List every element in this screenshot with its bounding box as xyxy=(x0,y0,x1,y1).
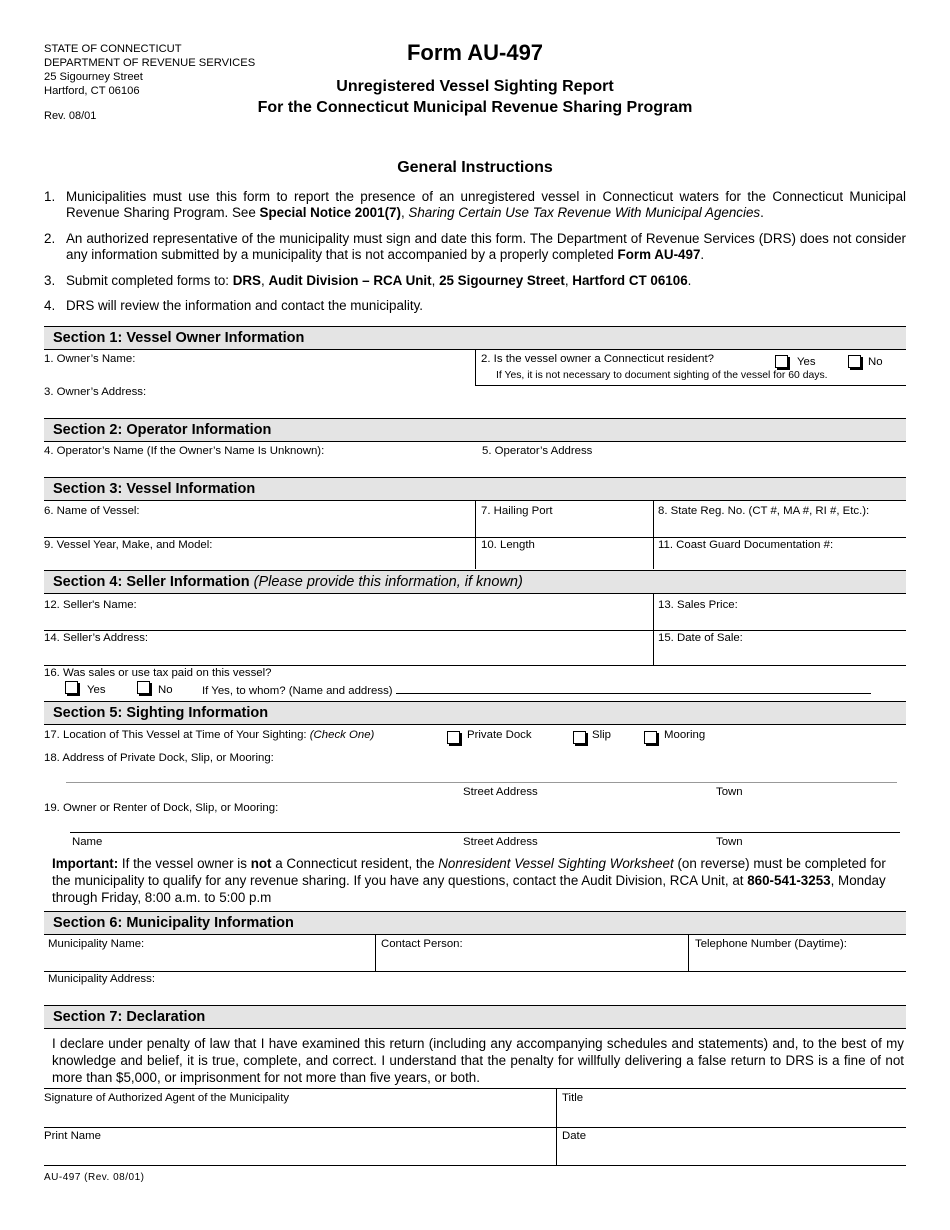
sales-price-field[interactable]: 13. Sales Price: xyxy=(658,599,738,611)
seller-address-field[interactable]: 14. Seller’s Address: xyxy=(44,632,149,644)
owner-address-field[interactable]: 3. Owner’s Address: xyxy=(44,386,147,398)
form-title: Form AU-497 xyxy=(406,40,544,65)
instructions-heading: General Instructions xyxy=(397,159,553,176)
private-dock-label: Private Dock xyxy=(467,729,532,741)
instruction-item: 2. An authorized representative of the municipality must sign and date this form. The Department of Revenue Services (DRS) does not consider any information submitted by a municipality that is not accompanied by a properly completed Form AU-497. xyxy=(44,231,906,262)
divider xyxy=(44,1165,906,1166)
date-of-sale-field[interactable]: 15. Date of Sale: xyxy=(658,632,743,644)
signature-field[interactable]: Signature of Authorized Agent of the Municipality xyxy=(44,1092,290,1104)
instruction-item: 4. DRS will review the information and contact the municipality. xyxy=(44,298,423,313)
divider xyxy=(475,350,476,385)
title-field[interactable]: Title xyxy=(562,1092,584,1104)
town-caption: Town xyxy=(716,786,743,798)
operator-address-field[interactable]: 5. Operator’s Address xyxy=(482,445,593,457)
section-2-header: Section 2: Operator Information xyxy=(44,418,906,442)
vessel-name-field[interactable]: 6. Name of Vessel: xyxy=(44,505,140,517)
agency-line: DEPARTMENT OF REVENUE SERVICES xyxy=(44,57,256,69)
resident-note: If Yes, it is not necessary to document sighting of the vessel for 60 days. xyxy=(496,370,828,381)
agency-line: Hartford, CT 06106 xyxy=(44,85,140,97)
tax-paid-yes-label: Yes xyxy=(87,684,106,696)
owner-renter-question: 19. Owner or Renter of Dock, Slip, or Mooring: xyxy=(44,802,279,814)
slip-label: Slip xyxy=(592,729,611,741)
declaration-text: I declare under penalty of law that I have examined this return (including any accompanying schedules and statements) and, to the best of my knowledge and belief, it is true, complete, and correct. I understand that the penalty for willfully delivering a false return to DRS is a fine of not more than $5,000, or imprisonment for not more than five years, or both. xyxy=(52,1036,904,1085)
dock-address-line[interactable] xyxy=(66,782,897,783)
state-reg-field[interactable]: 8. State Reg. No. (CT #, MA #, RI #, Etc.): xyxy=(658,505,870,517)
form-subtitle-program: For the Connecticut Municipal Revenue Sharing Program xyxy=(257,99,693,116)
section-4-header: Section 4: Seller Information (Please provide this information, if known) xyxy=(44,570,906,594)
divider xyxy=(475,501,476,569)
print-name-field[interactable]: Print Name xyxy=(44,1130,101,1142)
section-7-header: Section 7: Declaration xyxy=(44,1005,906,1029)
divider xyxy=(375,935,376,971)
coast-guard-field[interactable]: 11. Coast Guard Documentation #: xyxy=(658,539,834,551)
form-footer: AU-497 (Rev. 08/01) xyxy=(44,1172,145,1183)
tax-paid-no-checkbox[interactable] xyxy=(137,681,150,694)
section-6-header: Section 6: Municipality Information xyxy=(44,911,906,935)
tax-paid-to-whom-field[interactable]: If Yes, to whom? (Name and address) xyxy=(202,684,871,697)
resident-yes-checkbox[interactable] xyxy=(775,355,788,368)
operator-name-field[interactable]: 4. Operator’s Name (If the Owner’s Name Is Unknown): xyxy=(44,445,325,457)
hailing-port-field[interactable]: 7. Hailing Port xyxy=(481,505,553,517)
agency-line: 25 Sigourney Street xyxy=(44,71,143,83)
mooring-label: Mooring xyxy=(664,729,706,741)
agency-line: STATE OF CONNECTICUT xyxy=(44,43,182,55)
resident-yes-label: Yes xyxy=(797,356,816,368)
divider xyxy=(44,1088,906,1089)
divider xyxy=(44,665,906,666)
street-address-caption: Street Address xyxy=(463,836,538,848)
owner-name-field[interactable]: 1. Owner’s Name: xyxy=(44,353,136,365)
mooring-checkbox[interactable] xyxy=(644,731,657,744)
name-caption: Name xyxy=(72,836,103,848)
divider xyxy=(475,385,906,386)
municipality-name-field[interactable]: Municipality Name: xyxy=(48,938,145,950)
resident-no-label: No xyxy=(868,356,883,368)
instruction-item: 3. Submit completed forms to: DRS, Audit Division – RCA Unit, 25 Sigourney Street, Hartford CT 06106. xyxy=(44,273,692,288)
section-3-header: Section 3: Vessel Information xyxy=(44,477,906,501)
tax-paid-question: 16. Was sales or use tax paid on this vessel? xyxy=(44,667,272,679)
location-question: 17. Location of This Vessel at Time of Your Sighting: (Check One) xyxy=(44,729,375,741)
owner-renter-line[interactable] xyxy=(70,832,900,833)
tax-paid-no-label: No xyxy=(158,684,173,696)
length-field[interactable]: 10. Length xyxy=(481,539,535,551)
dock-address-question: 18. Address of Private Dock, Slip, or Mooring: xyxy=(44,752,274,764)
important-notice: Important: If the vessel owner is not a Connecticut resident, the Nonresident Vessel Sighting Worksheet (on reverse) must be completed for the municipality to qualify for any revenue sharing. If you have any questions, contact the Audit Division, RCA Unit, at 860-541-3253, Monday through Friday, 8:00 a.m. to 5:00 p.m xyxy=(52,856,886,905)
street-address-caption: Street Address xyxy=(463,786,538,798)
telephone-field[interactable]: Telephone Number (Daytime): xyxy=(695,938,847,950)
town-caption: Town xyxy=(716,836,743,848)
section-1-header: Section 1: Vessel Owner Information xyxy=(44,326,906,350)
divider xyxy=(44,971,906,972)
divider xyxy=(653,501,654,569)
tax-paid-yes-checkbox[interactable] xyxy=(65,681,78,694)
contact-person-field[interactable]: Contact Person: xyxy=(381,938,463,950)
private-dock-checkbox[interactable] xyxy=(447,731,460,744)
municipality-address-field[interactable]: Municipality Address: xyxy=(48,973,155,985)
vessel-year-make-model-field[interactable]: 9. Vessel Year, Make, and Model: xyxy=(44,539,213,551)
revision-label: Rev. 08/01 xyxy=(44,110,97,122)
fill-in-line xyxy=(396,684,871,694)
form-subtitle: Unregistered Vessel Sighting Report xyxy=(336,78,614,95)
resident-no-checkbox[interactable] xyxy=(848,355,861,368)
resident-question: 2. Is the vessel owner a Connecticut resident? xyxy=(481,353,715,365)
instruction-item: 1. Municipalities must use this form to report the presence of an unregistered vessel in Connecticut waters for the Connecticut Municipal Revenue Sharing Program. See Special Notice 2001(7), Sharing Certain Use Tax Revenue With Municipal Agencies. xyxy=(44,189,906,220)
divider xyxy=(44,630,906,631)
divider xyxy=(44,1127,906,1128)
divider xyxy=(44,537,906,538)
seller-name-field[interactable]: 12. Seller's Name: xyxy=(44,599,137,611)
date-field[interactable]: Date xyxy=(562,1130,587,1142)
divider xyxy=(688,935,689,971)
section-5-header: Section 5: Sighting Information xyxy=(44,701,906,725)
slip-checkbox[interactable] xyxy=(573,731,586,744)
